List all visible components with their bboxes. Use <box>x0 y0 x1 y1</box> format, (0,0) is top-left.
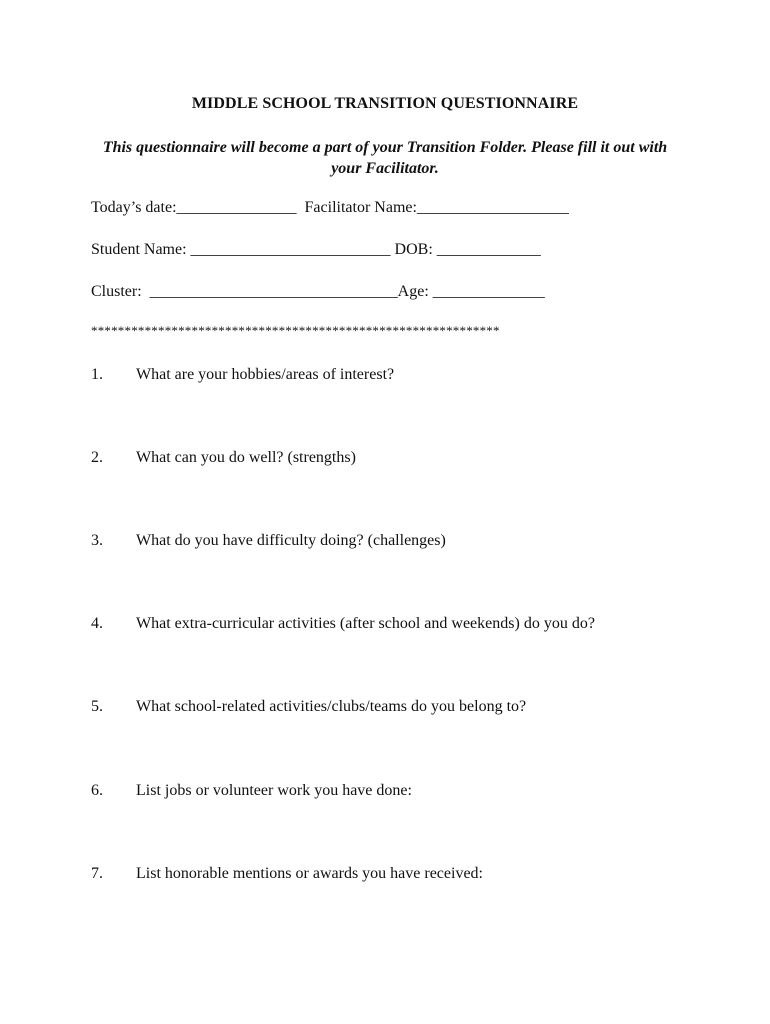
question-item <box>91 449 356 467</box>
question-text: List honorable mentions or awards you have received: <box>136 865 483 882</box>
cluster-age-line: Cluster: _______________________________Age: ______________ <box>91 283 545 300</box>
question-number: 3. <box>91 532 103 549</box>
separator-line: ************************************************************* <box>91 323 500 338</box>
question-text: What school-related activities/clubs/teams do you belong to? <box>136 698 527 715</box>
question-item <box>91 532 446 550</box>
question-item <box>91 366 394 384</box>
question-text: What are your hobbies/areas of interest? <box>136 366 395 383</box>
question-item <box>91 615 595 633</box>
question-text: What can you do well? (strengths) <box>136 449 356 466</box>
question-number: 7. <box>91 865 103 882</box>
question-item <box>91 698 526 716</box>
question-text: What do you have difficulty doing? (challenges) <box>136 532 446 549</box>
intro-instructions: This questionnaire will become a part of your Transition Folder. Please fill it out with your Facilitator. <box>102 139 668 177</box>
page-title: MIDDLE SCHOOL TRANSITION QUESTIONNAIRE <box>191 95 579 112</box>
question-number: 4. <box>91 615 103 632</box>
question-text: List jobs or volunteer work you have done: <box>136 782 412 799</box>
date-facilitator-line: Today’s date:_______________ Facilitator Name:___________________ <box>91 199 569 216</box>
question-number: 5. <box>91 698 103 715</box>
question-number: 1. <box>91 366 103 383</box>
question-item <box>91 865 483 883</box>
question-number: 2. <box>91 449 103 466</box>
question-number: 6. <box>91 782 103 799</box>
student-dob-line: Student Name: _________________________ DOB: _____________ <box>91 241 541 258</box>
question-item <box>91 782 412 800</box>
question-text: What extra-curricular activities (after school and weekends) do you do? <box>136 615 595 632</box>
